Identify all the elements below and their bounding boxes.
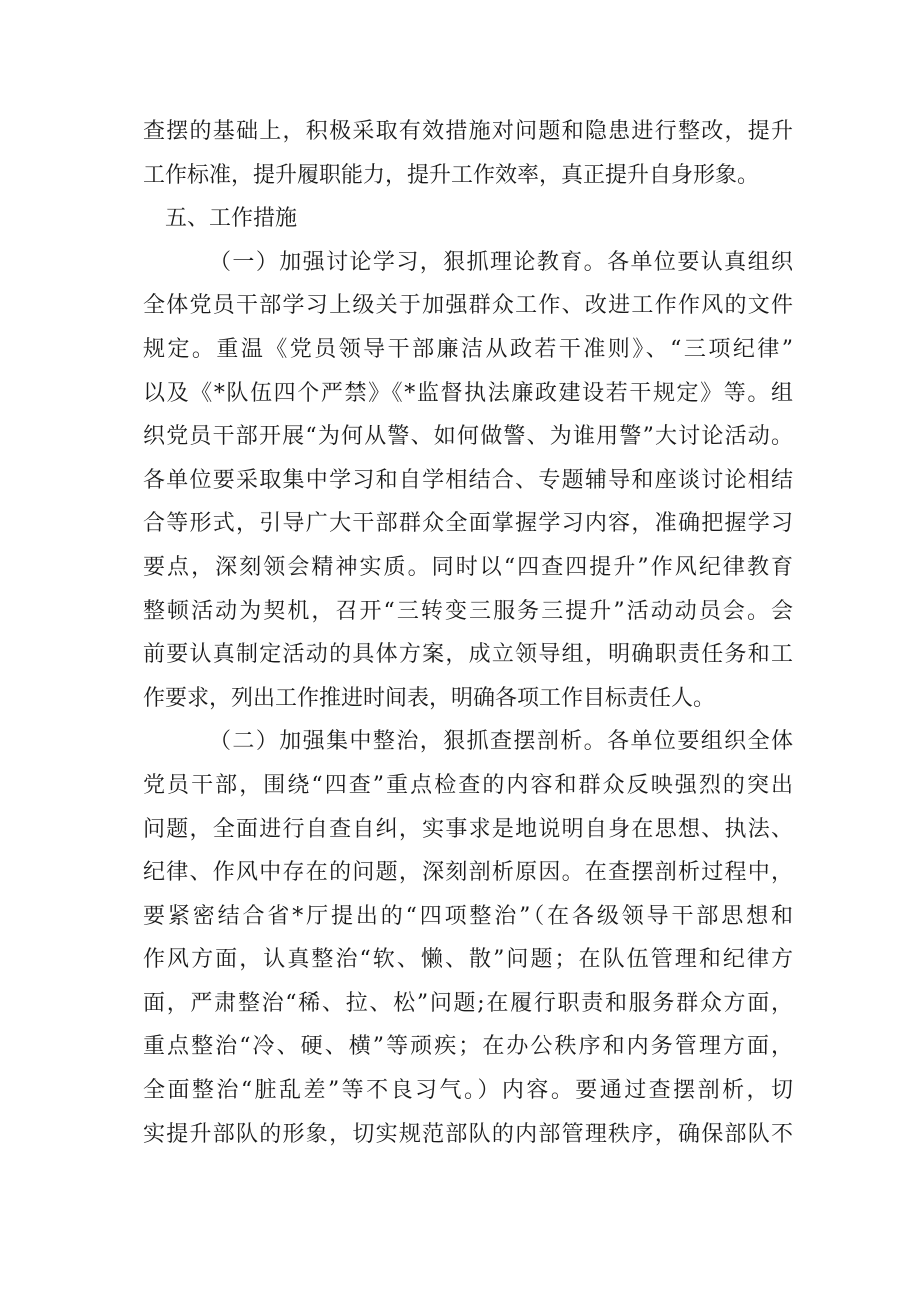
paragraph-line: 党员干部，围绕“四查”重点检查的内容和群众反映强烈的突出 (143, 772, 793, 798)
paragraph-line: 问题，全面进行自查自纠，实事求是地说明自身在思想、执法、 (143, 816, 793, 842)
paragraph-line: 工作标准，提升履职能力，提升工作效率，真正提升自身形象。 (143, 162, 760, 188)
paragraph-line: 全面整治“脏乱差”等不良习气。）内容。要通过查摆剖析，切 (143, 1078, 793, 1104)
paragraph-line: 规定。重温《党员领导干部廉洁从政若干准则》、“三项纪律” (143, 336, 793, 362)
body-text (143, 110, 793, 1156)
paragraph-line: 前要认真制定活动的具体方案，成立领导组，明确职责任务和工 (143, 642, 793, 668)
paragraph-line: 织党员干部开展“为何从警、如何做警、为谁用警”大讨论活动。 (143, 424, 793, 450)
paragraph-line: 合等形式，引导广大干部群众全面掌握学习内容，准确把握学习 (143, 511, 793, 537)
paragraph-line: 作要求，列出工作推进时间表，明确各项工作目标责任人。 (143, 685, 716, 711)
paragraph-line: 要紧密结合省*厅提出的“四项整治”（在各级领导干部思想和 (143, 903, 793, 929)
paragraph-line: 以及《*队伍四个严禁》《*监督执法廉政建设若干规定》等。组 (143, 380, 793, 406)
paragraph-line: 要点，深刻领会精神实质。同时以“四查四提升”作风纪律教育 (143, 554, 793, 580)
paragraph-line: 纪律、作风中存在的问题，深刻剖析原因。在查摆剖析过程中， (143, 860, 793, 886)
paragraph-line: 查摆的基础上，积极采取有效措施对问题和隐患进行整改，提升 (143, 119, 793, 144)
paragraph-line: 作风方面，认真整治“软、懒、散”问题；在队伍管理和纪律方 (143, 947, 793, 973)
paragraph-line: 全体党员干部学习上级关于加强群众工作、改进工作作风的文件 (143, 293, 793, 319)
subsection-heading-line: （一）加强讨论学习，狠抓理论教育。各单位要认真组织 (209, 249, 793, 275)
paragraph-line: 重点整治“冷、硬、横”等顽疾；在办公秩序和内务管理方面， (143, 1034, 793, 1060)
subsection-heading-line: （二）加强集中整治，狠抓查摆剖析。各单位要组织全体 (209, 729, 793, 755)
paragraph-line: 整顿活动为契机，召开“三转变三服务三提升”活动动员会。会 (143, 598, 793, 624)
section-heading: 五、工作措施 (165, 206, 298, 232)
paragraph-line: 实提升部队的形象，切实规范部队的内部管理秩序，确保部队不 (143, 1121, 793, 1147)
paragraph-line: 各单位要采取集中学习和自学相结合、专题辅导和座谈讨论相结 (143, 467, 793, 493)
paragraph-line: 面，严肃整治“稀、拉、松”问题;在履行职责和服务群众方面， (143, 990, 793, 1016)
